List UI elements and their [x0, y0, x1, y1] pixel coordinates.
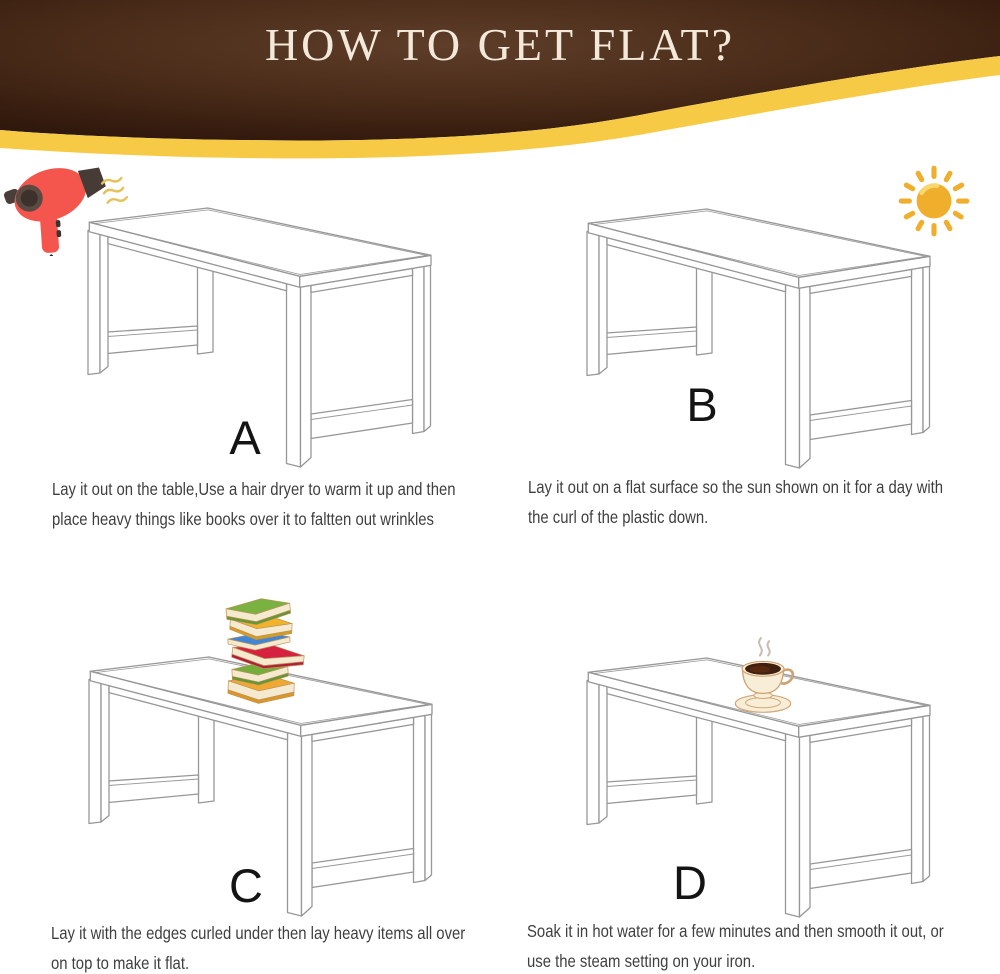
caption-line: use the steam setting on your iron.	[527, 951, 756, 971]
coffee-cup-icon	[727, 634, 799, 720]
caption-line: on top to make it flat.	[51, 953, 190, 973]
caption-line: the curl of the plastic down.	[528, 507, 709, 527]
page-title: HOW TO GET FLAT?	[264, 19, 736, 70]
panel-letter-c: C	[229, 859, 263, 912]
caption-line: Lay it out on a flat surface so the sun shown on it for a day with	[528, 477, 944, 497]
caption-panel-a	[52, 474, 456, 534]
table-illustration-b	[584, 206, 936, 471]
panel-letter-d: D	[673, 856, 707, 909]
hair-dryer-icon	[4, 150, 134, 256]
sun-icon	[893, 160, 975, 242]
caption-panel-c	[51, 918, 465, 974]
panel-letter-a: A	[229, 411, 261, 464]
caption-line: Lay it with the edges curled under then lay heavy items all over	[51, 923, 466, 943]
books-stack-icon	[218, 596, 308, 712]
caption-line: Soak it in hot water for a few minutes and then smooth it out, or	[527, 921, 944, 941]
caption-line: Lay it out on the table,Use a hair dryer to warm it up and then	[52, 479, 456, 499]
caption-panel-d	[527, 916, 944, 974]
caption-line: place heavy things like books over it to faltten out wrinkles	[52, 509, 434, 529]
panel-letter-b: B	[686, 378, 718, 431]
caption-panel-b	[528, 472, 943, 532]
